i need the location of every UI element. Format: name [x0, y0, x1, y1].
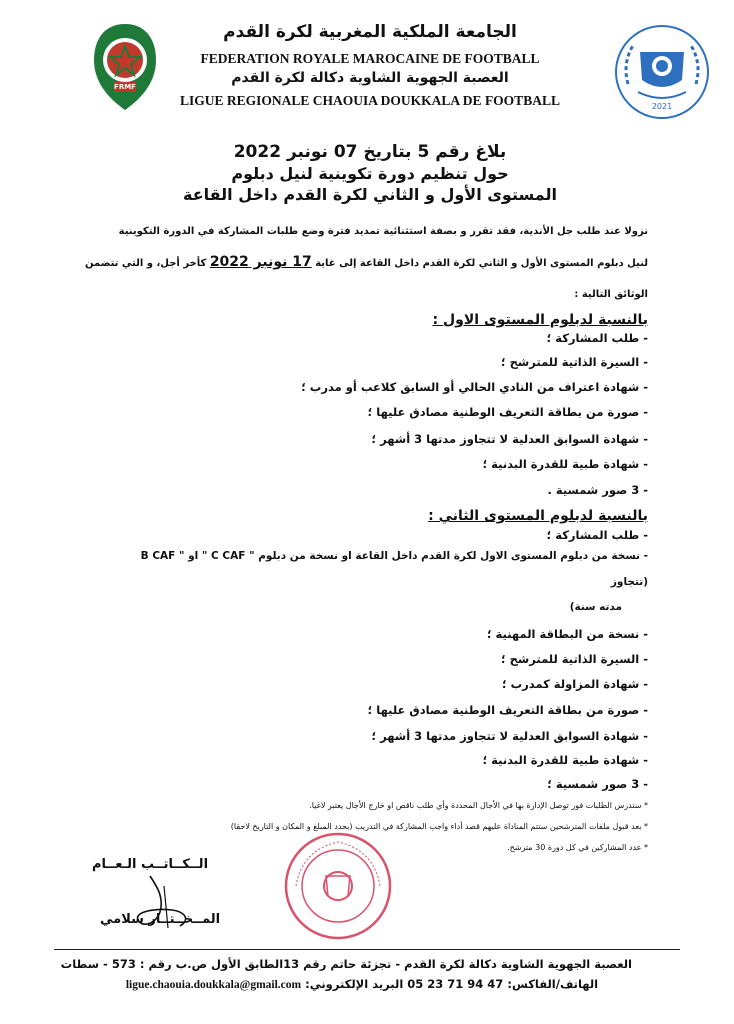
communique-title-line2: حول تنظيم دورة تكوينية لنيل دبلوم [231, 164, 509, 183]
level2-item-diploma-cont: (تتجاوز [610, 576, 648, 588]
league-logo [612, 22, 712, 122]
level1-item: - شهادة السوابق العدلية لا تتجاوز مدتها 3 أشهر ؛ [371, 432, 648, 446]
level2-item-diploma: - نسخة من دبلوم المستوى الاول لكرة القدم داخل القاعة او نسخة من دبلوم " C CAF " او " B CAF [140, 550, 648, 562]
official-stamp [282, 830, 394, 942]
level2-item: - 3 صور شمسية ؛ [547, 777, 648, 791]
footer-email[interactable]: ligue.chaouia.doukkala@gmail.com [125, 979, 302, 991]
communique-title-line3: المستوى الأول و الثاني لكرة القدم داخل القاعة [183, 185, 557, 204]
level2-item: - طلب المشاركة ؛ [546, 528, 648, 542]
level2-item: - نسخة من البطاقة المهنية ؛ [486, 627, 648, 641]
level1-heading: بالنسبة لدبلوم المستوى الاول : [432, 312, 648, 328]
footer-email-label: البريد الإلكتروني: [305, 977, 404, 991]
level2-item: - صورة من بطاقة التعريف الوطنية مصادق عليها ؛ [367, 703, 648, 717]
intro-line1: نزولا عند طلب جل الأندية، فقد تقرر و بصفة استثنائية تمديد فترة وضع طلبات المشاركة في الدورة التكوينية [118, 226, 648, 237]
footer-contact [92, 977, 632, 991]
note-line: * ستدرس الطلبات فور توصل الإدارة بها في الأجال المحددة وأي طلب ناقص او خارج الأجال يعتبر لاغيا. [309, 801, 648, 810]
signature-name: المــخــتــار سلامي [100, 912, 221, 927]
footer-phone-label: الهاتف/الفاكس: [507, 977, 599, 991]
note-line: * بعد قبول ملفات المترشحين ستتم المناداة عليهم قصد أداء واجب المشاركة في التدريب (بحدد المبلغ و المكان و التاريخ لاحقا) [230, 822, 648, 831]
intro-line2 [85, 254, 648, 270]
intro-line2-end: كأخر أجل، و التي تتضمن [85, 258, 207, 269]
intro-line2-start: لنيل دبلوم المستوى الأول و الثاني لكرة القدم داخل القاعة إلى غاية [315, 258, 648, 269]
note-line: * عدد المشاركين في كل دورة 30 مترشح. [507, 843, 648, 852]
level1-item: - طلب المشاركة ؛ [546, 331, 648, 345]
level1-item: - السيرة الذاتية للمترشح ؛ [501, 355, 648, 369]
level2-item: - شهادة طبية للقدرة البدنية ؛ [482, 753, 648, 767]
level2-item: - شهادة السوابق العدلية لا تتجاوز مدتها 3 أشهر ؛ [371, 729, 648, 743]
header-french-league: LIGUE REGIONALE CHAOUIA DOUKKALA DE FOOTBALL [180, 93, 560, 108]
header-french-federation: FEDERATION ROYALE MAROCAINE DE FOOTBALL [200, 51, 540, 66]
level2-heading: بالنسبة لدبلوم المستوى الثاني : [428, 508, 648, 524]
signature-role: الــكــاتــب الـعــام [92, 857, 209, 872]
header-arabic-league: العصبة الجهوية الشاوية دكالة لكرة القدم [231, 70, 509, 86]
footer-phone: 05 23 71 94 47 [407, 977, 504, 991]
intro-deadline-date: 17 نونبر 2022 [209, 254, 312, 270]
level2-item: - السيرة الذاتية للمترشح ؛ [501, 652, 648, 666]
level1-item: - شهادة طبية للقدرة البدنية ؛ [482, 457, 648, 471]
intro-line3: الوثائق التالية : [574, 289, 648, 300]
handwritten-signature [120, 868, 210, 938]
footer-divider [54, 949, 680, 950]
league-logo-year: 2021 [651, 102, 673, 111]
level2-item-diploma-cont2: مدته سنة) [569, 601, 622, 613]
frmf-logo-text: FRMF [114, 83, 136, 91]
footer-address: العصبة الجهوية الشاوية دكالة لكرة القدم - تجزئة حاتم رقم 13الطابق الأول ص.ب رقم : 573 - سطات [60, 957, 632, 971]
level2-item: - شهادة المزاولة كمدرب ؛ [501, 677, 648, 691]
level1-item: - شهادة اعتراف من النادي الحالي أو السابق كلاعب أو مدرب ؛ [301, 380, 648, 394]
level1-item: - صورة من بطاقة التعريف الوطنية مصادق عليها ؛ [367, 405, 648, 419]
header-arabic-federation: الجامعة الملكية المغربية لكرة القدم [223, 22, 517, 42]
communique-title-line1: بلاغ رقم 5 بتاريخ 07 نونبر 2022 [233, 142, 507, 162]
level1-item: - 3 صور شمسية . [547, 483, 648, 497]
